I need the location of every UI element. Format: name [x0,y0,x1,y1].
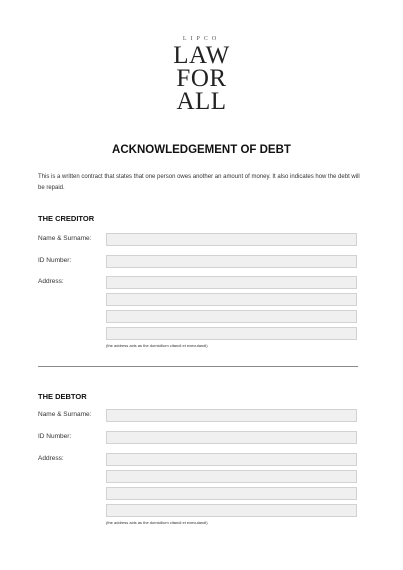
debtor-address-note: (the address acts as the domicilium citandi et executandi) [106,520,208,525]
section-divider [38,366,358,367]
debtor-address-line-4[interactable] [106,504,357,517]
debtor-name-label: Name & Surname: [38,411,92,418]
debtor-heading: THE DEBTOR [38,392,87,401]
debtor-id-label: ID Number: [38,433,72,440]
debtor-address-line-1[interactable] [106,453,357,466]
intro-paragraph: This is a written contract that states that one person owes another an amount of money. It also indicates how the debt will be repaid. [38,174,360,191]
creditor-address-line-3[interactable] [106,310,357,323]
creditor-address-line-4[interactable] [106,327,357,340]
logo-brand-small: LIPCO [182,36,221,42]
debtor-id-field[interactable] [106,431,357,444]
debtor-address-line-3[interactable] [106,487,357,500]
creditor-name-field[interactable] [106,233,357,246]
debtor-address-line-2[interactable] [106,470,357,483]
logo-line-law: LAW [173,42,230,69]
debtor-address-label: Address: [38,455,64,462]
creditor-id-label: ID Number: [38,257,72,264]
logo-line-for: FOR [176,65,227,92]
creditor-name-label: Name & Surname: [38,235,92,242]
creditor-heading: THE CREDITOR [38,214,95,223]
debtor-name-field[interactable] [106,409,357,422]
logo-line-all: ALL [176,88,227,115]
creditor-address-label: Address: [38,278,64,285]
creditor-address-note: (the address acts as the domicilium citandi et executandi) [106,343,208,348]
document-title: ACKNOWLEDGEMENT OF DEBT [112,144,291,156]
creditor-id-field[interactable] [106,255,357,268]
creditor-address-line-1[interactable] [106,276,357,289]
creditor-address-line-2[interactable] [106,293,357,306]
